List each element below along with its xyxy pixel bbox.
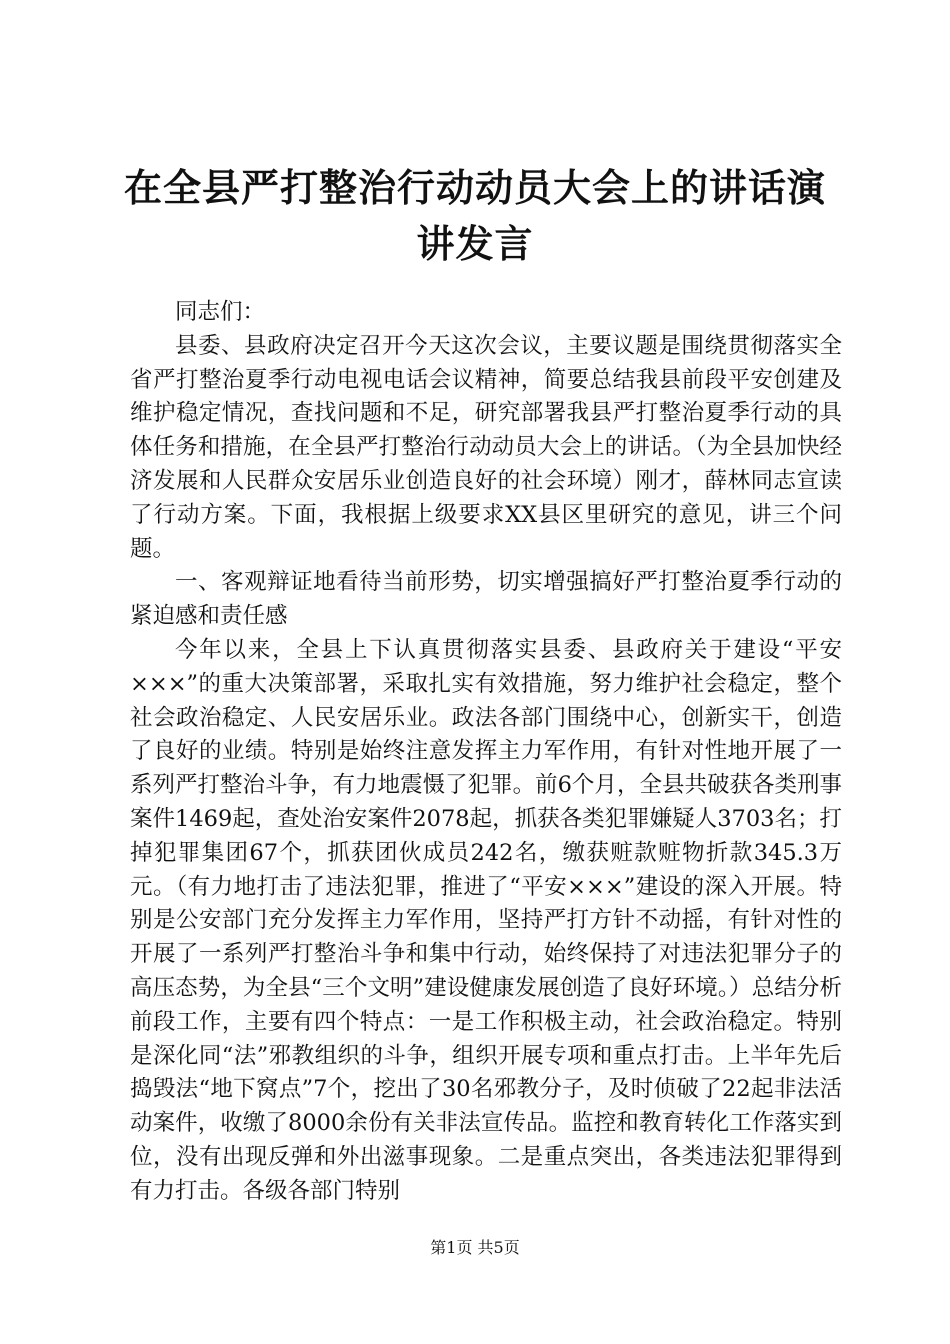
section-heading: 一、客观辩证地看待当前形势，切实增强搞好严打整治夏季行动的紧迫感和责任感	[130, 569, 842, 630]
document-title: 在全县严打整治行动动员大会上的讲话演讲发言	[123, 166, 826, 266]
page-footer: 第1页 共5页	[430, 1238, 520, 1257]
document-body	[130, 296, 842, 1209]
body-paragraph: 今年以来，全县上下认真贯彻落实县委、县政府关于建设“平安×××”的重大决策部署，采取扎实有效措施，努力维护社会稳定，整个社会政治稳定、人民安居乐业。政法各部门围绕中心，创新实干，创造了良好的业绩。特别是始终注意发挥主力军作用，有针对性地开展了一系列严打整治斗争，有力地震慑了犯罪。前6个月，全县共破获各类刑事案件1469起，查处治安案件2078起，抓获各类犯罪嫌疑人3703名；打掉犯罪集团67个，抓获团伙成员242名，缴获赃款赃物折款345.3万元。（有力地打击了违法犯罪，推进了“平安×××”建设的深入开展。特别是公安部门充分发挥主力军作用，坚持严打方针不动摇，有针对性的开展了一系列严打整治斗争和集中行动，始终保持了对违法犯罪分子的高压态势，为全县“三个文明”建设健康发展创造了良好环境。）总结分析前段工作，主要有四个特点：一是工作积极主动，社会政治稳定。特别是深化同“法”邪教组织的斗争，组织开展专项和重点打击。上半年先后捣毁法“地下窝点”7个，挖出了30名邪教分子，及时侦破了22起非法活动案件，收缴了8000余份有关非法宣传品。监控和教育转化工作落实到位，没有出现反弹和外出滋事现象。二是重点突出，各类违法犯罪得到有力打击。各级各部门特别	[130, 636, 842, 1204]
body-paragraph: 县委、县政府决定召开今天这次会议，主要议题是围绕贯彻落实全省严打整治夏季行动电视电话会议精神，简要总结我县前段平安创建及维护稳定情况，查找问题和不足，研究部署我县严打整治夏季行动的具体任务和措施，在全县严打整治行动动员大会上的讲话。（为全县加快经济发展和人民群众安居乐业创造良好的社会环境）刚才，薛林同志宣读了行动方案。下面，我根据上级要求XX县区里研究的意见，讲三个问题。	[130, 332, 842, 562]
salutation: 同志们：	[175, 299, 266, 325]
